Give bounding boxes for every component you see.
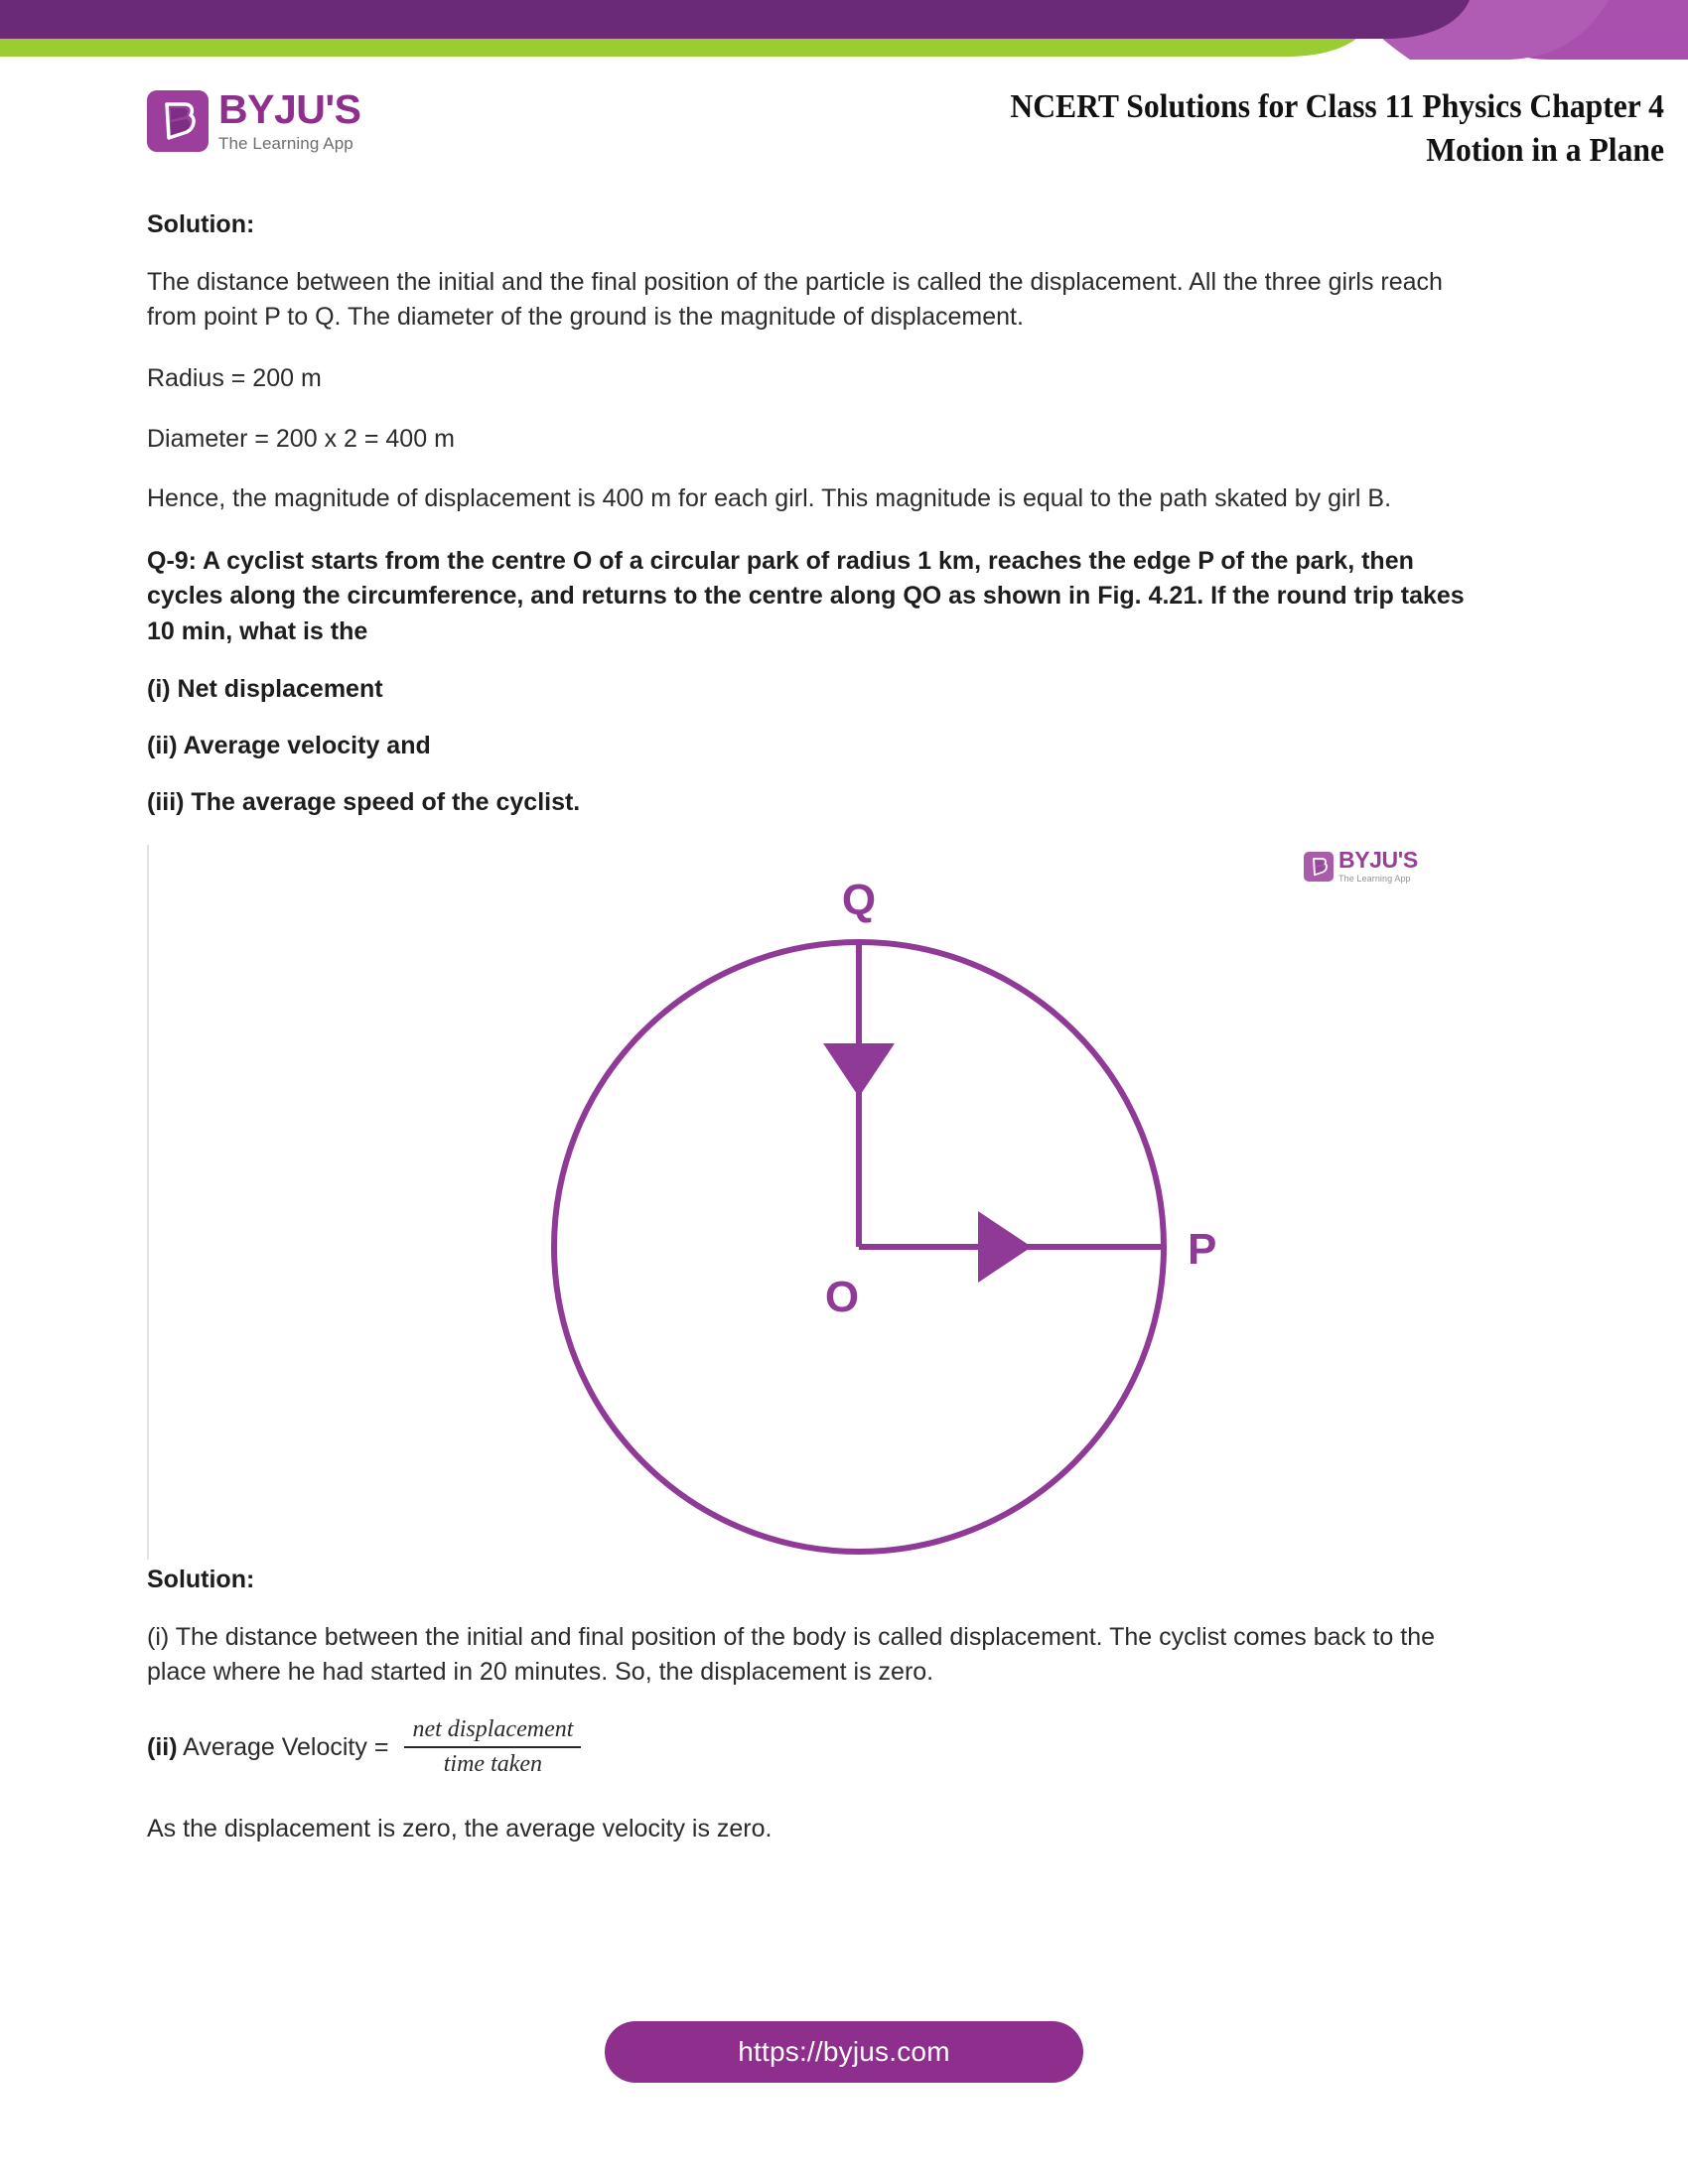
page-title-line1: NCERT Solutions for Class 11 Physics Chapter 4 [1010, 88, 1664, 125]
figure-watermark-tagline: The Learning App [1338, 874, 1411, 884]
solution-heading-1: Solution: [147, 210, 255, 238]
average-velocity-formula [147, 1716, 1527, 1778]
fraction-numerator: net displacement [412, 1716, 574, 1742]
page-title [671, 85, 1664, 172]
label-o: O [824, 1273, 860, 1321]
byjus-logo [147, 86, 361, 153]
figure-watermark-name: BYJU'S [1338, 847, 1418, 873]
average-velocity-label: Average Velocity = [177, 1732, 389, 1761]
question-9-item-iii: (iii) The average speed of the cyclist. [147, 788, 581, 816]
figure-watermark [1304, 849, 1418, 884]
radius-line: Radius = 200 m [147, 364, 322, 392]
label-q: Q [841, 876, 877, 924]
solution-1-conclusion: Hence, the magnitude of displacement is 400 m for each girl. This magnitude is equal to the path skated by girl B. [147, 484, 1392, 512]
solution-2-closing: As the displacement is zero, the average velocity is zero. [147, 1815, 773, 1843]
page-title-line2: Motion in a Plane [1426, 131, 1664, 169]
document-body [147, 210, 1527, 1874]
solution-1-paragraph: The distance between the initial and the final position of the particle is called the displacement. All the three girls reach from point P to Q. The diameter of the ground is the magnitude of displacement. [147, 268, 1443, 331]
solution-2-part-i: (i) The distance between the initial and final position of the body is called displacement. The cyclist comes back to the place where he had started in 20 minutes. So, the displacement is zero. [147, 1623, 1436, 1686]
average-velocity-index: (ii) [147, 1732, 178, 1761]
question-9-text: Q-9: A cyclist starts from the centre O of a circular park of radius 1 km, reaches the edge P of the park, then cycles along the circumference, and returns to the centre along QO as shown in Fig. 4.21. If the round trip takes 10 min, what is the [147, 546, 1465, 645]
byjus-url-button[interactable] [605, 2021, 1083, 2083]
figure-circular-park [147, 845, 1527, 1560]
byjus-logo-mark-icon [147, 90, 209, 152]
logo-brand-name: BYJU'S [218, 86, 361, 132]
logo-tagline: The Learning App [218, 134, 353, 153]
fraction-denominator: time taken [443, 1751, 543, 1777]
byjus-url-label: https://byjus.com [738, 2036, 950, 2067]
figure-watermark-mark-icon [1304, 852, 1334, 882]
header-decoration [0, 0, 1688, 60]
diameter-line: Diameter = 200 x 2 = 400 m [147, 424, 455, 453]
solution-heading-2: Solution: [147, 1566, 255, 1593]
velocity-fraction [404, 1716, 581, 1778]
question-9-item-ii: (ii) Average velocity and [147, 732, 431, 759]
label-p: P [1188, 1225, 1217, 1274]
question-9-item-i: (i) Net displacement [147, 675, 383, 703]
circular-park-svg [147, 845, 1527, 1560]
